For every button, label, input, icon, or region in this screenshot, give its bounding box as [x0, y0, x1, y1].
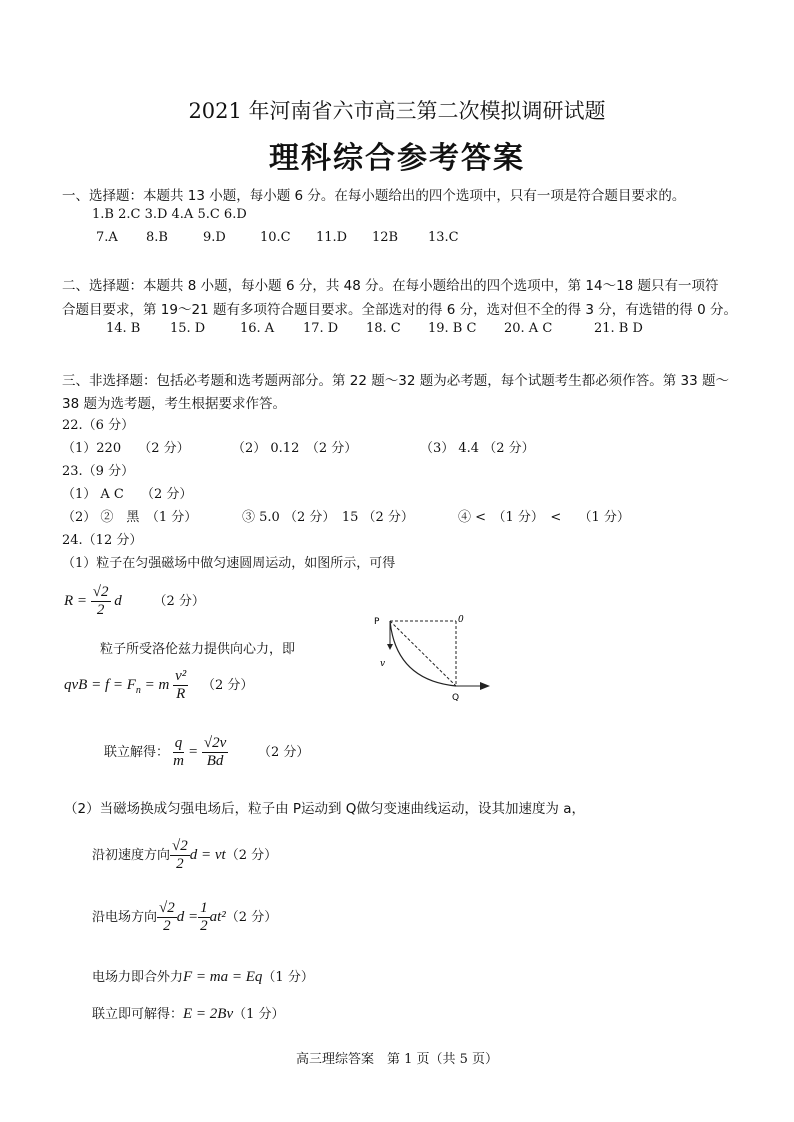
eq3-equals: = [188, 743, 199, 760]
answer-18: 18. C [366, 321, 401, 336]
eq2-denominator: R [176, 686, 186, 702]
section2-heading-line1: 二、选择题：本题共 8 小题，每小题 6 分，共 48 分。在每小题给出的四个选项中，第 14～18 题只有一项符 [62, 278, 719, 294]
answer-20: 20. A C [504, 321, 553, 336]
eq2-score: （2 分） [202, 677, 254, 693]
q24-label: 24.（12 分） [62, 533, 143, 548]
eq6-score: （1 分） [262, 970, 314, 985]
eq7-text: 联立即可解得： [92, 1007, 184, 1022]
equation-force [92, 966, 314, 986]
trajectory-diagram [360, 608, 500, 704]
equation-field-direction [92, 900, 277, 935]
eq2-mid: = m [140, 676, 170, 693]
section1-answers-line1: 1.B 2.C 3.D 4.A 5.C 6.D [92, 207, 247, 222]
eq4-numerator: √2 [172, 838, 188, 854]
answer-17: 17. D [303, 321, 339, 336]
eq3-left-denominator: m [173, 753, 184, 769]
eq5-denominator-half: 2 [200, 918, 208, 934]
eq5-denominator: 2 [163, 918, 171, 934]
velocity-arrow-icon [387, 644, 393, 650]
eq2-numerator: v² [175, 668, 187, 684]
eq4-denominator: 2 [176, 856, 184, 872]
equation-initial-direction [92, 838, 277, 873]
eq5-text: 沿电场方向 [92, 909, 158, 925]
q24-part2: （2）当磁场换成匀强电场后，粒子由 P运动到 Q做匀变速曲线运动，设其加速度为 a， [64, 801, 586, 817]
eq2-fraction [173, 668, 188, 703]
eq2-left: qvB = f = F [64, 676, 136, 693]
q22-item-1: （1）220 （2 分） [62, 441, 190, 456]
eq1-score: （2 分） [153, 593, 205, 609]
q23-line2-b: ③ 5.0 （2 分） 15 （2 分） [242, 510, 414, 525]
q23-line2-a: （2） ② 黑 （1 分） [62, 510, 198, 525]
q23-line1: （1） A C （2 分） [62, 487, 193, 502]
answer-19: 19. B C [428, 321, 477, 336]
q22-item-2: （2） 0.12 （2 分） [232, 441, 358, 456]
q22-label: 22.（6 分） [62, 418, 135, 433]
eq3-left-fraction [173, 735, 185, 770]
label-q: Q [452, 693, 460, 703]
section3-heading-line2: 38 题为选考题，考生根据要求作答。 [62, 396, 286, 412]
answer-11: 11.D [316, 230, 348, 245]
eq3-right-numerator: √2v [203, 735, 227, 751]
eq1-lhs: R = [64, 592, 88, 609]
eq4-fraction [170, 838, 190, 873]
eq5-numerator: √2 [159, 900, 175, 916]
equation-radius [64, 584, 205, 619]
label-p: P [374, 617, 380, 627]
answer-14: 14. B [106, 321, 141, 336]
exit-arrow-icon [480, 682, 490, 690]
page-footer: 高三理综答案 第 1 页（共 5 页） [295, 1052, 499, 1067]
eq4-score: （2 分） [225, 847, 278, 863]
eq5-tail: at² [209, 908, 226, 925]
eq1-fraction [91, 584, 111, 619]
eq4-tail: d = vt [189, 846, 226, 863]
answer-16: 16. A [240, 321, 275, 336]
eq7-eq: E = 2Bv [183, 1006, 234, 1022]
answer-12: 12B [372, 230, 399, 245]
q23-label: 23.（9 分） [62, 464, 135, 479]
eq3-right-fraction [202, 735, 228, 770]
eq5-fraction-half [198, 900, 210, 935]
answer-13: 13.C [428, 230, 459, 245]
section1-heading: 一、选择题：本题共 13 小题，每小题 6 分。在每小题给出的四个选项中，只有一项是符合题目要求的。 [62, 188, 686, 204]
eq6-text: 电场力即合外力 [92, 970, 184, 985]
answer-7: 7.A [96, 230, 118, 245]
exam-title: 2021 年河南省六市高三第二次模拟调研试题 [188, 99, 606, 123]
equation-field-strength [92, 1003, 285, 1023]
eq6-eq: F = ma = Eq [183, 969, 263, 985]
label-v: v [380, 659, 386, 669]
eq3-text: 联立解得： [104, 744, 170, 760]
eq3-left-numerator: q [174, 735, 183, 751]
eq3-right-denominator: Bd [206, 753, 224, 769]
eq7-score: （1 分） [233, 1007, 285, 1022]
answer-10: 10.C [260, 230, 291, 245]
answer-15: 15. D [170, 321, 206, 336]
equation-lorentz [64, 668, 253, 703]
label-o: 0 [458, 615, 464, 625]
eq5-mid: d = [176, 908, 199, 925]
eq1-denominator: 2 [96, 602, 105, 618]
q23-line2-c: ④ < （1 分） < （1 分） [458, 510, 630, 525]
answer-9: 9.D [203, 230, 226, 245]
eq5-fraction [157, 900, 177, 935]
eq2-sub: n [135, 684, 141, 696]
answer-21: 21. B D [594, 321, 643, 336]
section3-heading-line1: 三、非选择题：包括必考题和选考题两部分。第 22 题～32 题为必考题，每个试题考生都必须作答。第 33 题～ [62, 373, 729, 389]
eq5-numerator-half: 1 [200, 900, 208, 916]
answer-key-title: 理科综合参考答案 [269, 141, 525, 176]
section2-heading-line2: 合题目要求，第 19～21 题有多项符合题目要求。全部选对的得 6 分，选对但不全的得 3 分，有选错的得 0 分。 [62, 302, 737, 318]
eq1-numerator: √2 [92, 584, 109, 600]
q22-item-3: （3） 4.4 （2 分） [420, 441, 535, 456]
q24-intro: （1）粒子在匀强磁场中做匀速圆周运动，如图所示，可得 [62, 556, 396, 571]
eq1-var: d [114, 592, 122, 609]
q24-text2: 粒子所受洛伦兹力提供向心力，即 [100, 642, 296, 657]
eq4-text: 沿初速度方向 [92, 847, 171, 863]
eq3-score: （2 分） [258, 744, 310, 760]
eq5-score: （2 分） [225, 909, 278, 925]
equation-charge-mass [104, 735, 309, 770]
answer-8: 8.B [146, 230, 168, 245]
